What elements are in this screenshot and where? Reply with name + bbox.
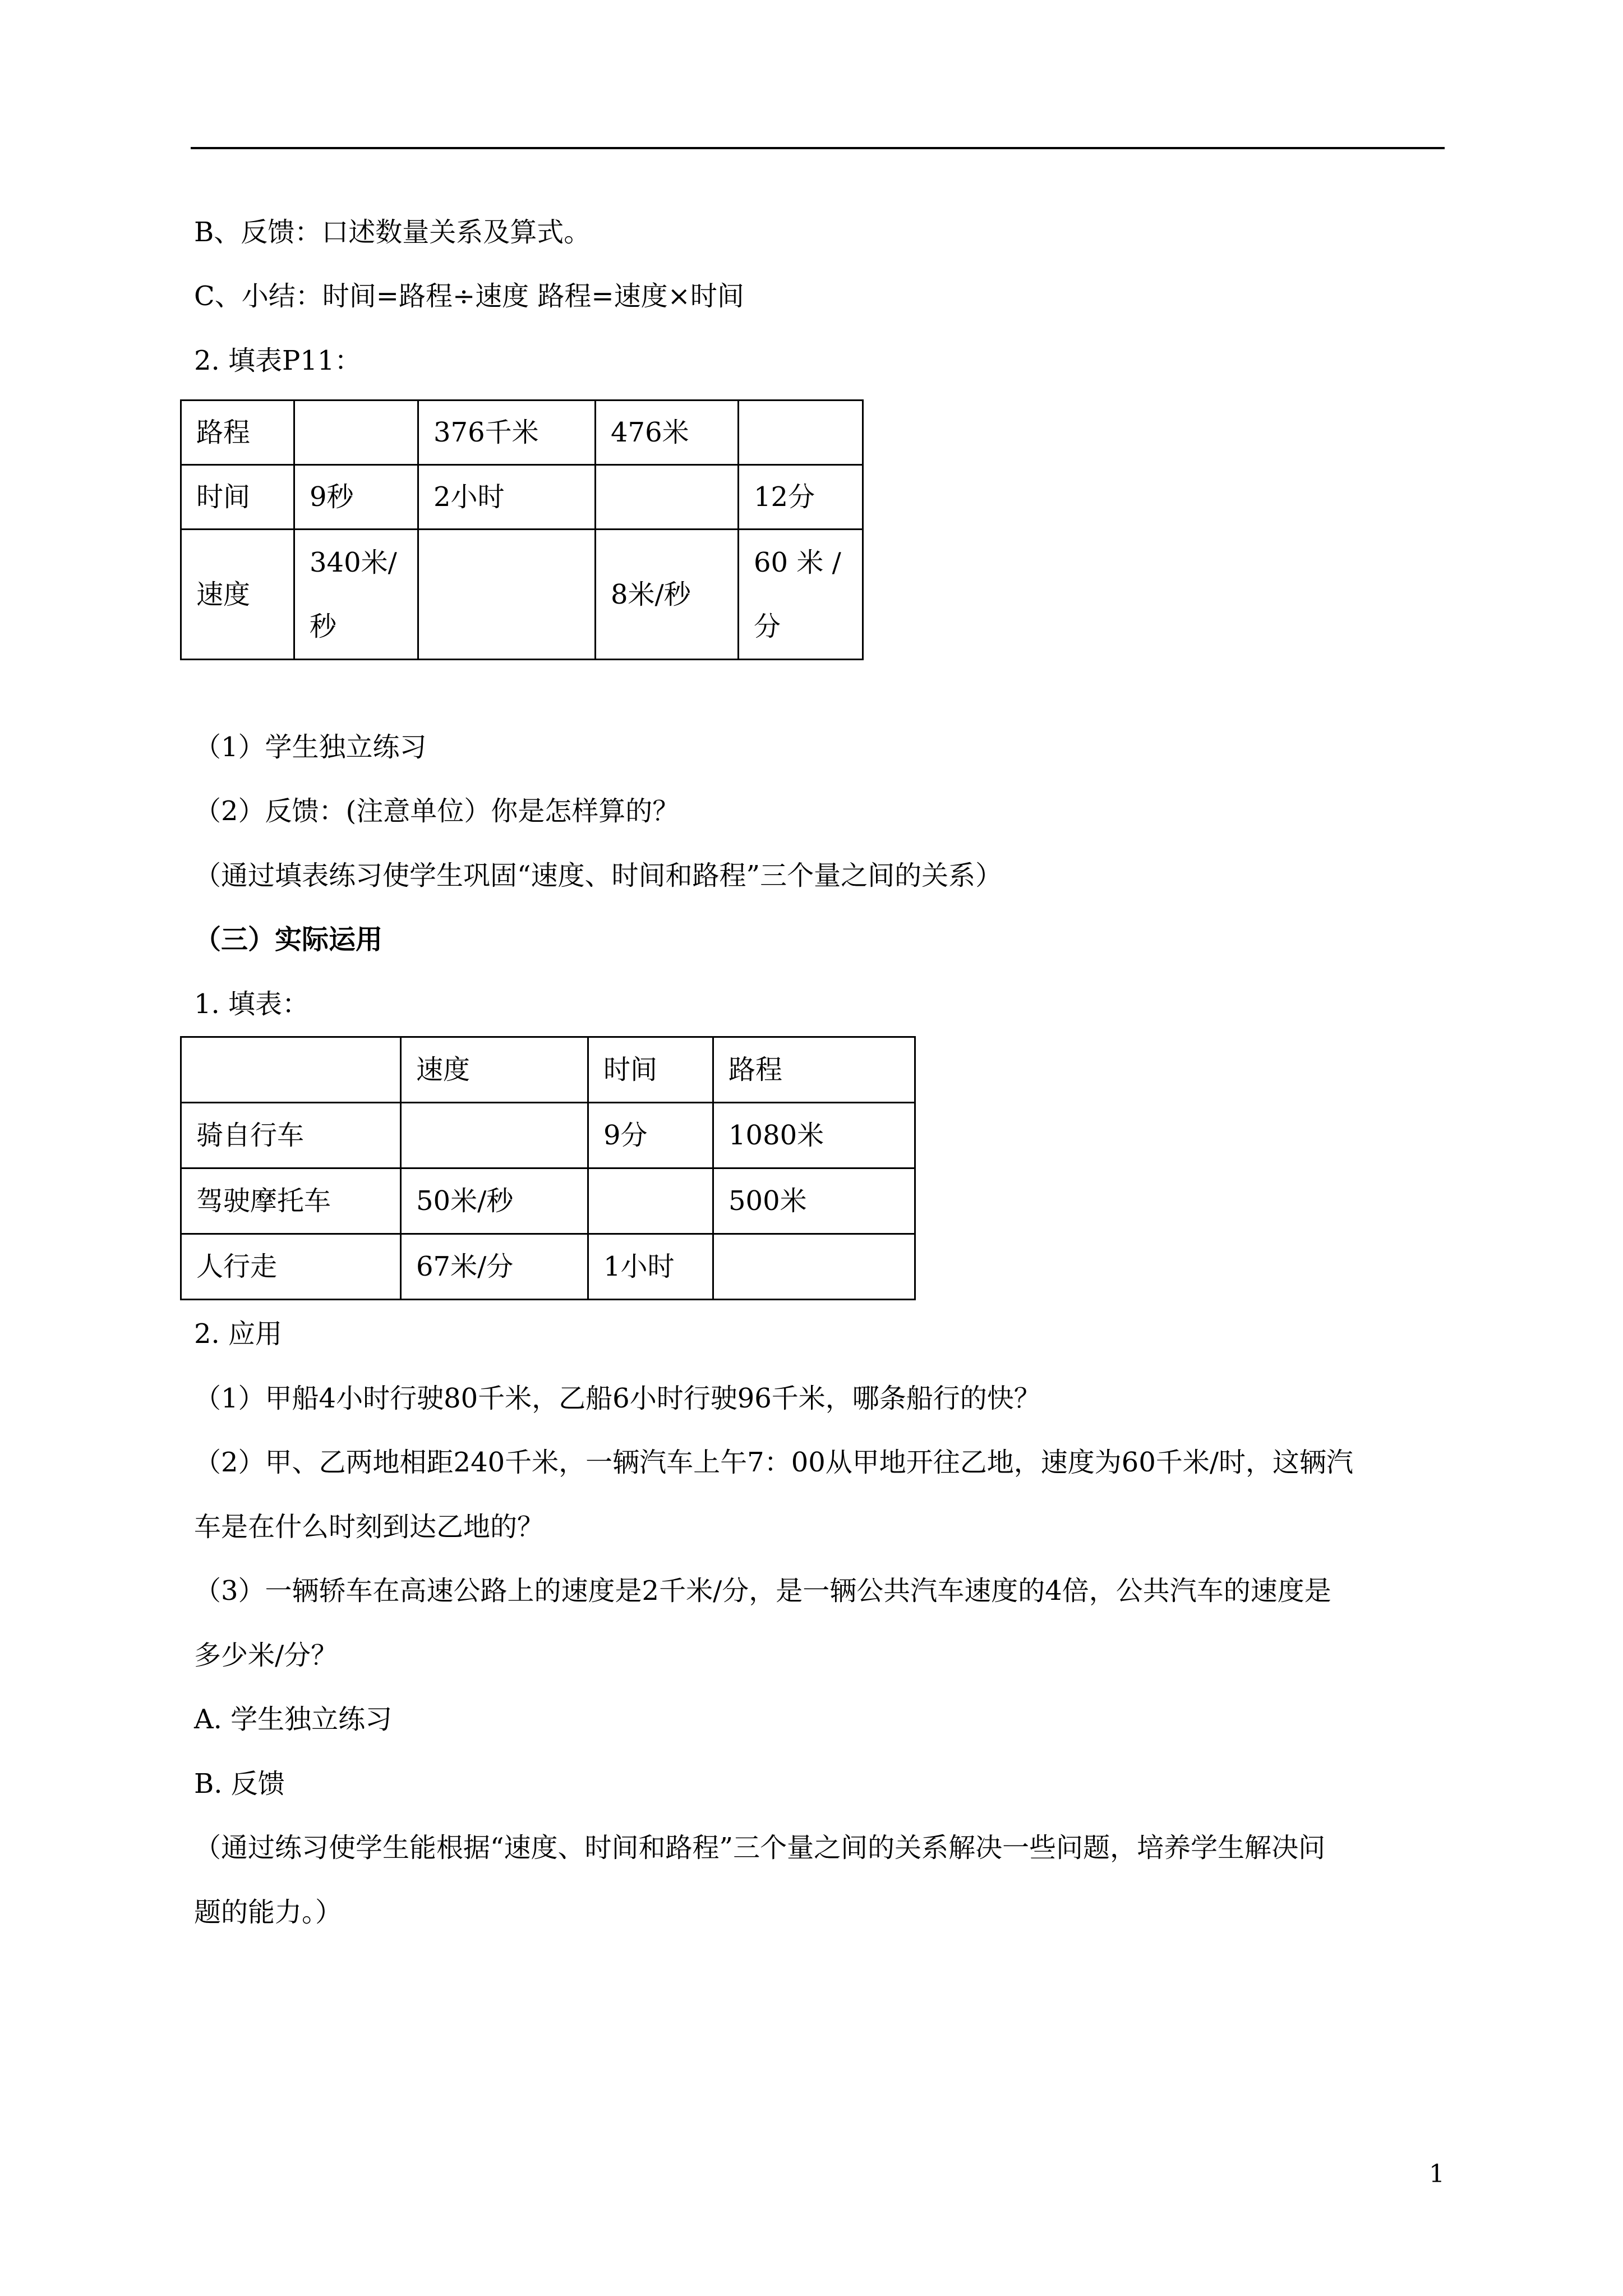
table1-cell: 60 米 / 分 [739, 530, 863, 660]
table2-cell: 速度 [401, 1037, 588, 1103]
p1-independent-line: （1）学生独立练习 [194, 731, 427, 763]
closing-line2: 题的能力。） [194, 1897, 343, 1928]
table1-cell: 2小时 [418, 465, 596, 530]
table1-cell: 时间 [181, 465, 294, 530]
item1-fill-heading: 1. 填表： [194, 988, 310, 1020]
table2-cell: 人行走 [181, 1234, 401, 1300]
table2-cell: 1小时 [588, 1234, 713, 1300]
table2-cell [181, 1037, 401, 1103]
table1-cell: 速度 [181, 530, 294, 660]
question-2-line1: （2）甲、乙两地相距240千米，一辆汽车上午7：00从甲地开往乙地，速度为60千米/时，这辆汽 [194, 1447, 1354, 1478]
table2-row [181, 1168, 915, 1234]
table1-row [181, 465, 863, 530]
section3-title: （三）实际运用 [194, 924, 383, 955]
a-practice-line: A. 学生独立练习 [194, 1704, 393, 1735]
table2-cell: 67米/分 [401, 1234, 588, 1300]
item2-apply-heading: 2. 应用 [194, 1318, 283, 1350]
table2-row [181, 1037, 915, 1103]
table1-cell: 8米/秒 [596, 530, 739, 660]
table1-cell: 476米 [596, 401, 739, 465]
table2-cell: 50米/秒 [401, 1168, 588, 1234]
table2-cell [588, 1168, 713, 1234]
question-1: （1）甲船4小时行驶80千米，乙船6小时行驶96千米，哪条船行的快？ [194, 1383, 1041, 1414]
table2-cell [713, 1234, 915, 1300]
table1-row [181, 530, 863, 660]
table1-cell: 376千米 [418, 401, 596, 465]
table1-cell [294, 401, 418, 465]
travel-table [180, 1036, 916, 1300]
table2-cell: 驾驶摩托车 [181, 1168, 401, 1234]
table2-cell: 路程 [713, 1037, 915, 1103]
p2-feedback-line: （2）反馈：(注意单位）你是怎样算的？ [194, 795, 680, 827]
question-3-line1: （3）一辆轿车在高速公路上的速度是2千米/分，是一辆公共汽车速度的4倍，公共汽车的速度是 [194, 1575, 1331, 1607]
table1-cell: 12分 [739, 465, 863, 530]
table2-cell: 时间 [588, 1037, 713, 1103]
b-feedback2-line: B. 反馈 [194, 1768, 285, 1800]
table2-cell: 9分 [588, 1103, 713, 1168]
table1-cell: 9秒 [294, 465, 418, 530]
table1-cell: 340米/秒 [294, 530, 418, 660]
speed-table-p11 [180, 399, 864, 660]
table2-row [181, 1234, 915, 1300]
page-number: 1 [1429, 2160, 1445, 2188]
b-feedback-line: B、反馈：口述数量关系及算式。 [194, 217, 591, 248]
c-summary-line: C、小结：时间=路程÷速度 路程=速度×时间 [194, 280, 744, 312]
question-3-line2: 多少米/分？ [194, 1640, 338, 1671]
question-2-line2: 车是在什么时刻到达乙地的？ [194, 1511, 545, 1543]
table1-row [181, 401, 863, 465]
table2-cell: 500米 [713, 1168, 915, 1234]
item2-fill-heading: 2. 填表P11： [194, 345, 362, 376]
table1-cell [596, 465, 739, 530]
table1-cell [418, 530, 596, 660]
closing-line1: （通过练习使学生能根据“速度、时间和路程”三个量之间的关系解决一些问题，培养学生解决问 [194, 1832, 1326, 1864]
table2-cell: 1080米 [713, 1103, 915, 1168]
table2-cell [401, 1103, 588, 1168]
table1-cell: 路程 [181, 401, 294, 465]
table2-cell: 骑自行车 [181, 1103, 401, 1168]
p3-purpose-line: （通过填表练习使学生巩固“速度、时间和路程”三个量之间的关系） [194, 860, 1003, 891]
header-rule [191, 147, 1445, 149]
table1-cell [739, 401, 863, 465]
table2-row [181, 1103, 915, 1168]
